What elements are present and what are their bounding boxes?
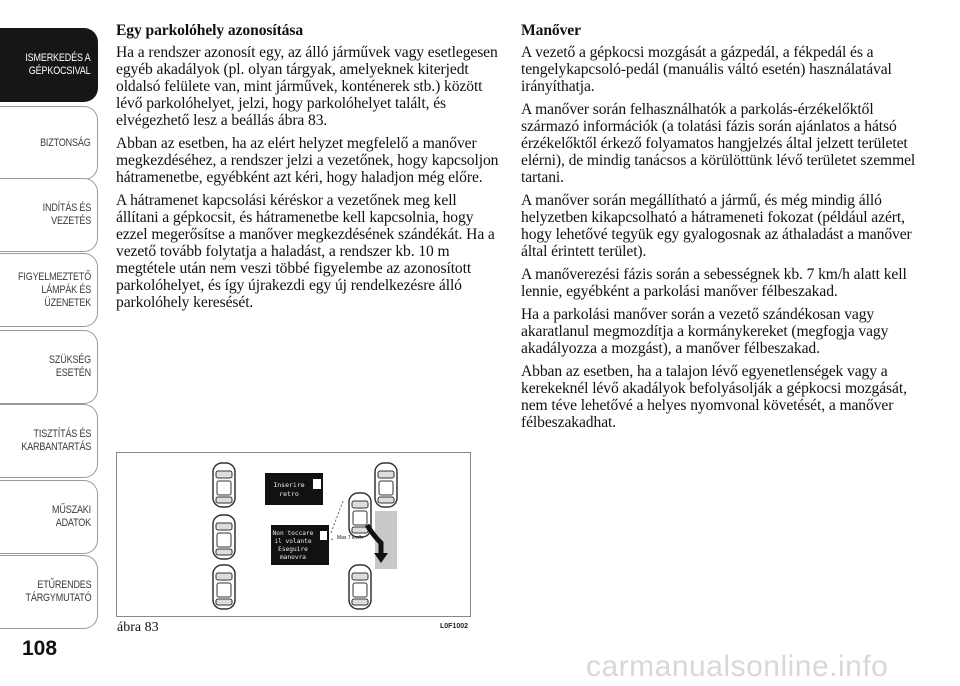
paragraph: Abban az esetben, ha az elért helyzet megfelelő a manőver megkezdéséhez, a rendszer jelzi a vezetőnek, hogy kapcsoljon hátramenetbe, egyébként azt kéri, hogy haladjon még előre.: [116, 135, 499, 186]
paragraph: A manőver során felhasználhatók a parkolás-érzékelőktől származó információk (a tolatási fázis során ajánlatos a hátsó érzékelőktől érkező folyamatos hangjelzés által jelzett területet elérni), de mindig tanácsos a körülöttünk lévő területet szemmel tartani.: [521, 101, 916, 186]
tab-label: BIZTONSÁG: [40, 136, 91, 149]
right-column: [521, 22, 916, 437]
display-bottom-line3: Eseguire: [278, 546, 308, 553]
tab-targymutato[interactable]: [0, 555, 98, 629]
parked-car: [349, 565, 371, 609]
parked-car: [213, 565, 235, 609]
tab-biztonsag[interactable]: [0, 106, 98, 180]
parking-illustration: [117, 453, 470, 616]
paragraph: Abban az esetben, ha a talajon lévő egyenetlenségek vagy a kerekeknél lévő akadályok befolyásolják a gépkocsi mozgását, nem téve lehetővé a helyes nyomvonal követését, a manőver félbeszakadhat.: [521, 363, 907, 431]
tab-label: FIGYELMEZTETŐ LÁMPÁK ÉS ÜZENETEK: [17, 270, 91, 309]
gear-reverse-icon: [313, 479, 321, 489]
tab-label: SZÜKSÉG ESETÉN: [49, 354, 91, 379]
tab-label: ISMERKEDÉS A GÉPKOCSIVAL: [25, 52, 92, 77]
parked-car: [213, 463, 235, 507]
parked-car: [375, 463, 397, 507]
left-column: [116, 22, 501, 317]
tab-label: INDÍTÁS ÉS VEZETÉS: [42, 202, 91, 227]
paragraph: A vezető a gépkocsi mozgását a gázpedál, a fékpedál és a tengelykapcsoló-pedál (manuális váltó esetén) használatával irányíthatja.: [521, 44, 892, 95]
figure-code: L0F1002: [440, 623, 469, 630]
figure-caption: ábra 83: [117, 620, 159, 635]
tab-label: MŰSZAKI ADATOK: [52, 504, 91, 529]
display-bottom-line4: manovra: [279, 554, 307, 561]
paragraph: Ha a parkolási manőver során a vezető szándékosan vagy akaratlanul megmozdítja a kormánykereket (megfogja vagy akadályozza a mozgást), a manőver félbeszakad.: [521, 306, 889, 357]
tab-ismerkedes[interactable]: [0, 28, 98, 102]
paragraph: A manőverezési fázis során a sebességnek kb. 7 km/h alatt kell lennie, egyébként a parkolási manőver félbeszakad.: [521, 266, 907, 300]
display-top-line1: Inserire: [273, 481, 305, 489]
watermark: carmanualsonline.info: [586, 650, 889, 683]
tab-tisztitas[interactable]: [0, 404, 98, 478]
paragraph: A hátramenet kapcsolási kéréskor a vezetőnek meg kell állítani a gépkocsit, és hátramenetbe kell kapcsolnia, hogy ezzel megerősítse a manőver megkezdésének szándékát. Ha a vezető tovább folytatja a haladást, a rendszer kb. 10 m megtétele után nem veszi többé figyelembe az azonosított parkolóhelyet, és így újrakezdi egy új rendelkezésre álló parkolóhely keresését.: [116, 192, 495, 311]
speed-label: Max 7 km/h: [337, 535, 363, 541]
parked-car: [213, 515, 235, 559]
tab-inditas[interactable]: [0, 178, 98, 252]
display-top-line2: retro: [279, 490, 299, 498]
tab-label: TISZTÍTÁS ÉS KARBANTARTÁS: [21, 428, 91, 453]
display-bottom-line1: Non toccare: [272, 530, 314, 537]
tab-muszaki[interactable]: [0, 480, 98, 554]
steering-icon: [320, 531, 327, 540]
tab-szukseg[interactable]: [0, 330, 98, 404]
tab-label: ETŰRENDES TÁRGYMUTATÓ: [24, 579, 91, 604]
paragraph: Ha a rendszer azonosít egy, az álló járművek vagy esetlegesen egyéb akadályok (pl. olyan tárgyak, amelyeknek kiterjedt oldalsó felülete van, mint járművek, konténerek stb.) között lévő parkolóhelyet, jelzi, hogy parkolóhelyet talált, és elvégezhető lesz a beállás ábra 83.: [116, 44, 498, 129]
section-heading: Manőver: [521, 22, 581, 39]
parking-figure: [116, 452, 471, 617]
tab-figyelmezteto[interactable]: [0, 253, 98, 327]
section-heading: Egy parkolóhely azonosítása: [116, 22, 304, 39]
page-number: 108: [22, 637, 58, 660]
display-bottom-line2: il volante: [274, 538, 312, 545]
paragraph: A manőver során megállítható a jármű, és még mindig álló helyzetben kikapcsolható a hátrameneti fokozat (például azért, hogy lehetővé tegyük egy gyalogosnak az áthaladást a manőver által érintett terület).: [521, 192, 912, 260]
